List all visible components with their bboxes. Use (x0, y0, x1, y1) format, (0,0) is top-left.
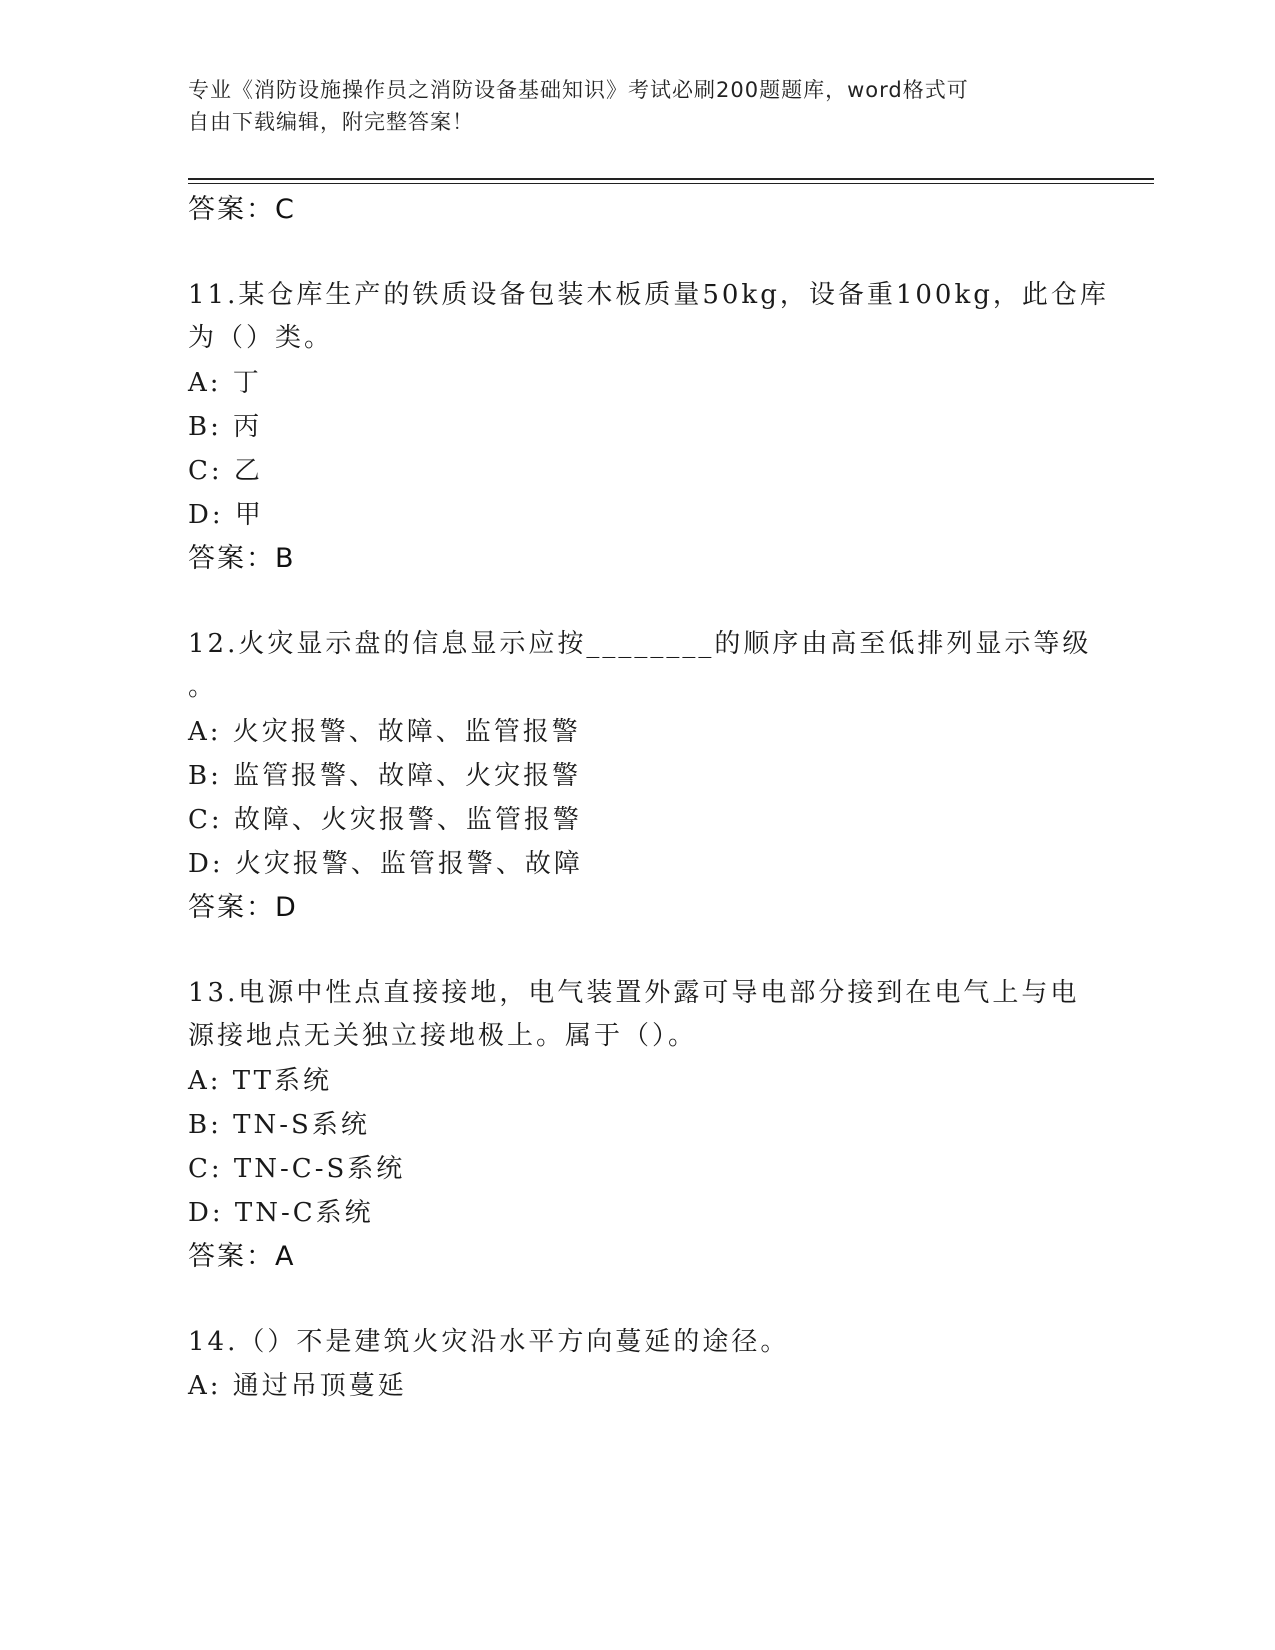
question-13-line-1: 13.电源中性点直接接地，电气装置外露可导电部分接到在电气上与电 (188, 978, 1080, 1008)
question-12-option-b: B: 监管报警、故障、火灾报警 (188, 761, 582, 791)
question-13-answer: 答案：A (188, 1241, 296, 1272)
question-12-line-2: 。 (188, 672, 218, 702)
question-12-option-c: C: 故障、火灾报警、监管报警 (188, 805, 582, 835)
header-line-1: 专业《消防设施操作员之消防设备基础知识》考试必刷200题题库，word格式可 (188, 78, 969, 102)
question-13-line-2: 源接地点无关独立接地极上。属于（）。 (188, 1021, 698, 1051)
question-12-option-d: D: 火灾报警、监管报警、故障 (188, 849, 583, 879)
question-12-line-1: 12.火灾显示盘的信息显示应按________的顺序由高至低排列显示等级 (188, 629, 1092, 659)
question-11-line-1: 11.某仓库生产的铁质设备包装木板质量50kg，设备重100kg，此仓库 (188, 280, 1109, 310)
question-13-option-a: A: TT系统 (188, 1066, 332, 1096)
question-13-option-d: D: TN-C系统 (188, 1198, 374, 1228)
question-11-option-c: C: 乙 (188, 456, 263, 486)
header-rule-thick (188, 178, 1154, 180)
question-11-option-b: B: 丙 (188, 412, 263, 442)
question-14-line-1: 14.（）不是建筑火灾沿水平方向蔓延的途径。 (188, 1327, 790, 1357)
header-line-2: 自由下载编辑，附完整答案！ (188, 110, 474, 134)
question-13-option-c: C: TN-C-S系统 (188, 1154, 406, 1184)
question-11-line-2: 为（）类。 (188, 323, 334, 353)
question-12-option-a: A: 火灾报警、故障、监管报警 (188, 717, 581, 747)
answer-previous: 答案：C (188, 194, 296, 225)
question-11-option-a: A: 丁 (188, 368, 262, 398)
question-11-option-d: D: 甲 (188, 500, 264, 530)
question-11-answer: 答案：B (188, 543, 296, 574)
header-rule-thin (188, 183, 1154, 184)
question-13-option-b: B: TN-S系统 (188, 1110, 370, 1140)
question-14-option-a: A: 通过吊顶蔓延 (188, 1371, 407, 1401)
page-header (188, 74, 1088, 138)
question-12-answer: 答案：D (188, 892, 298, 923)
